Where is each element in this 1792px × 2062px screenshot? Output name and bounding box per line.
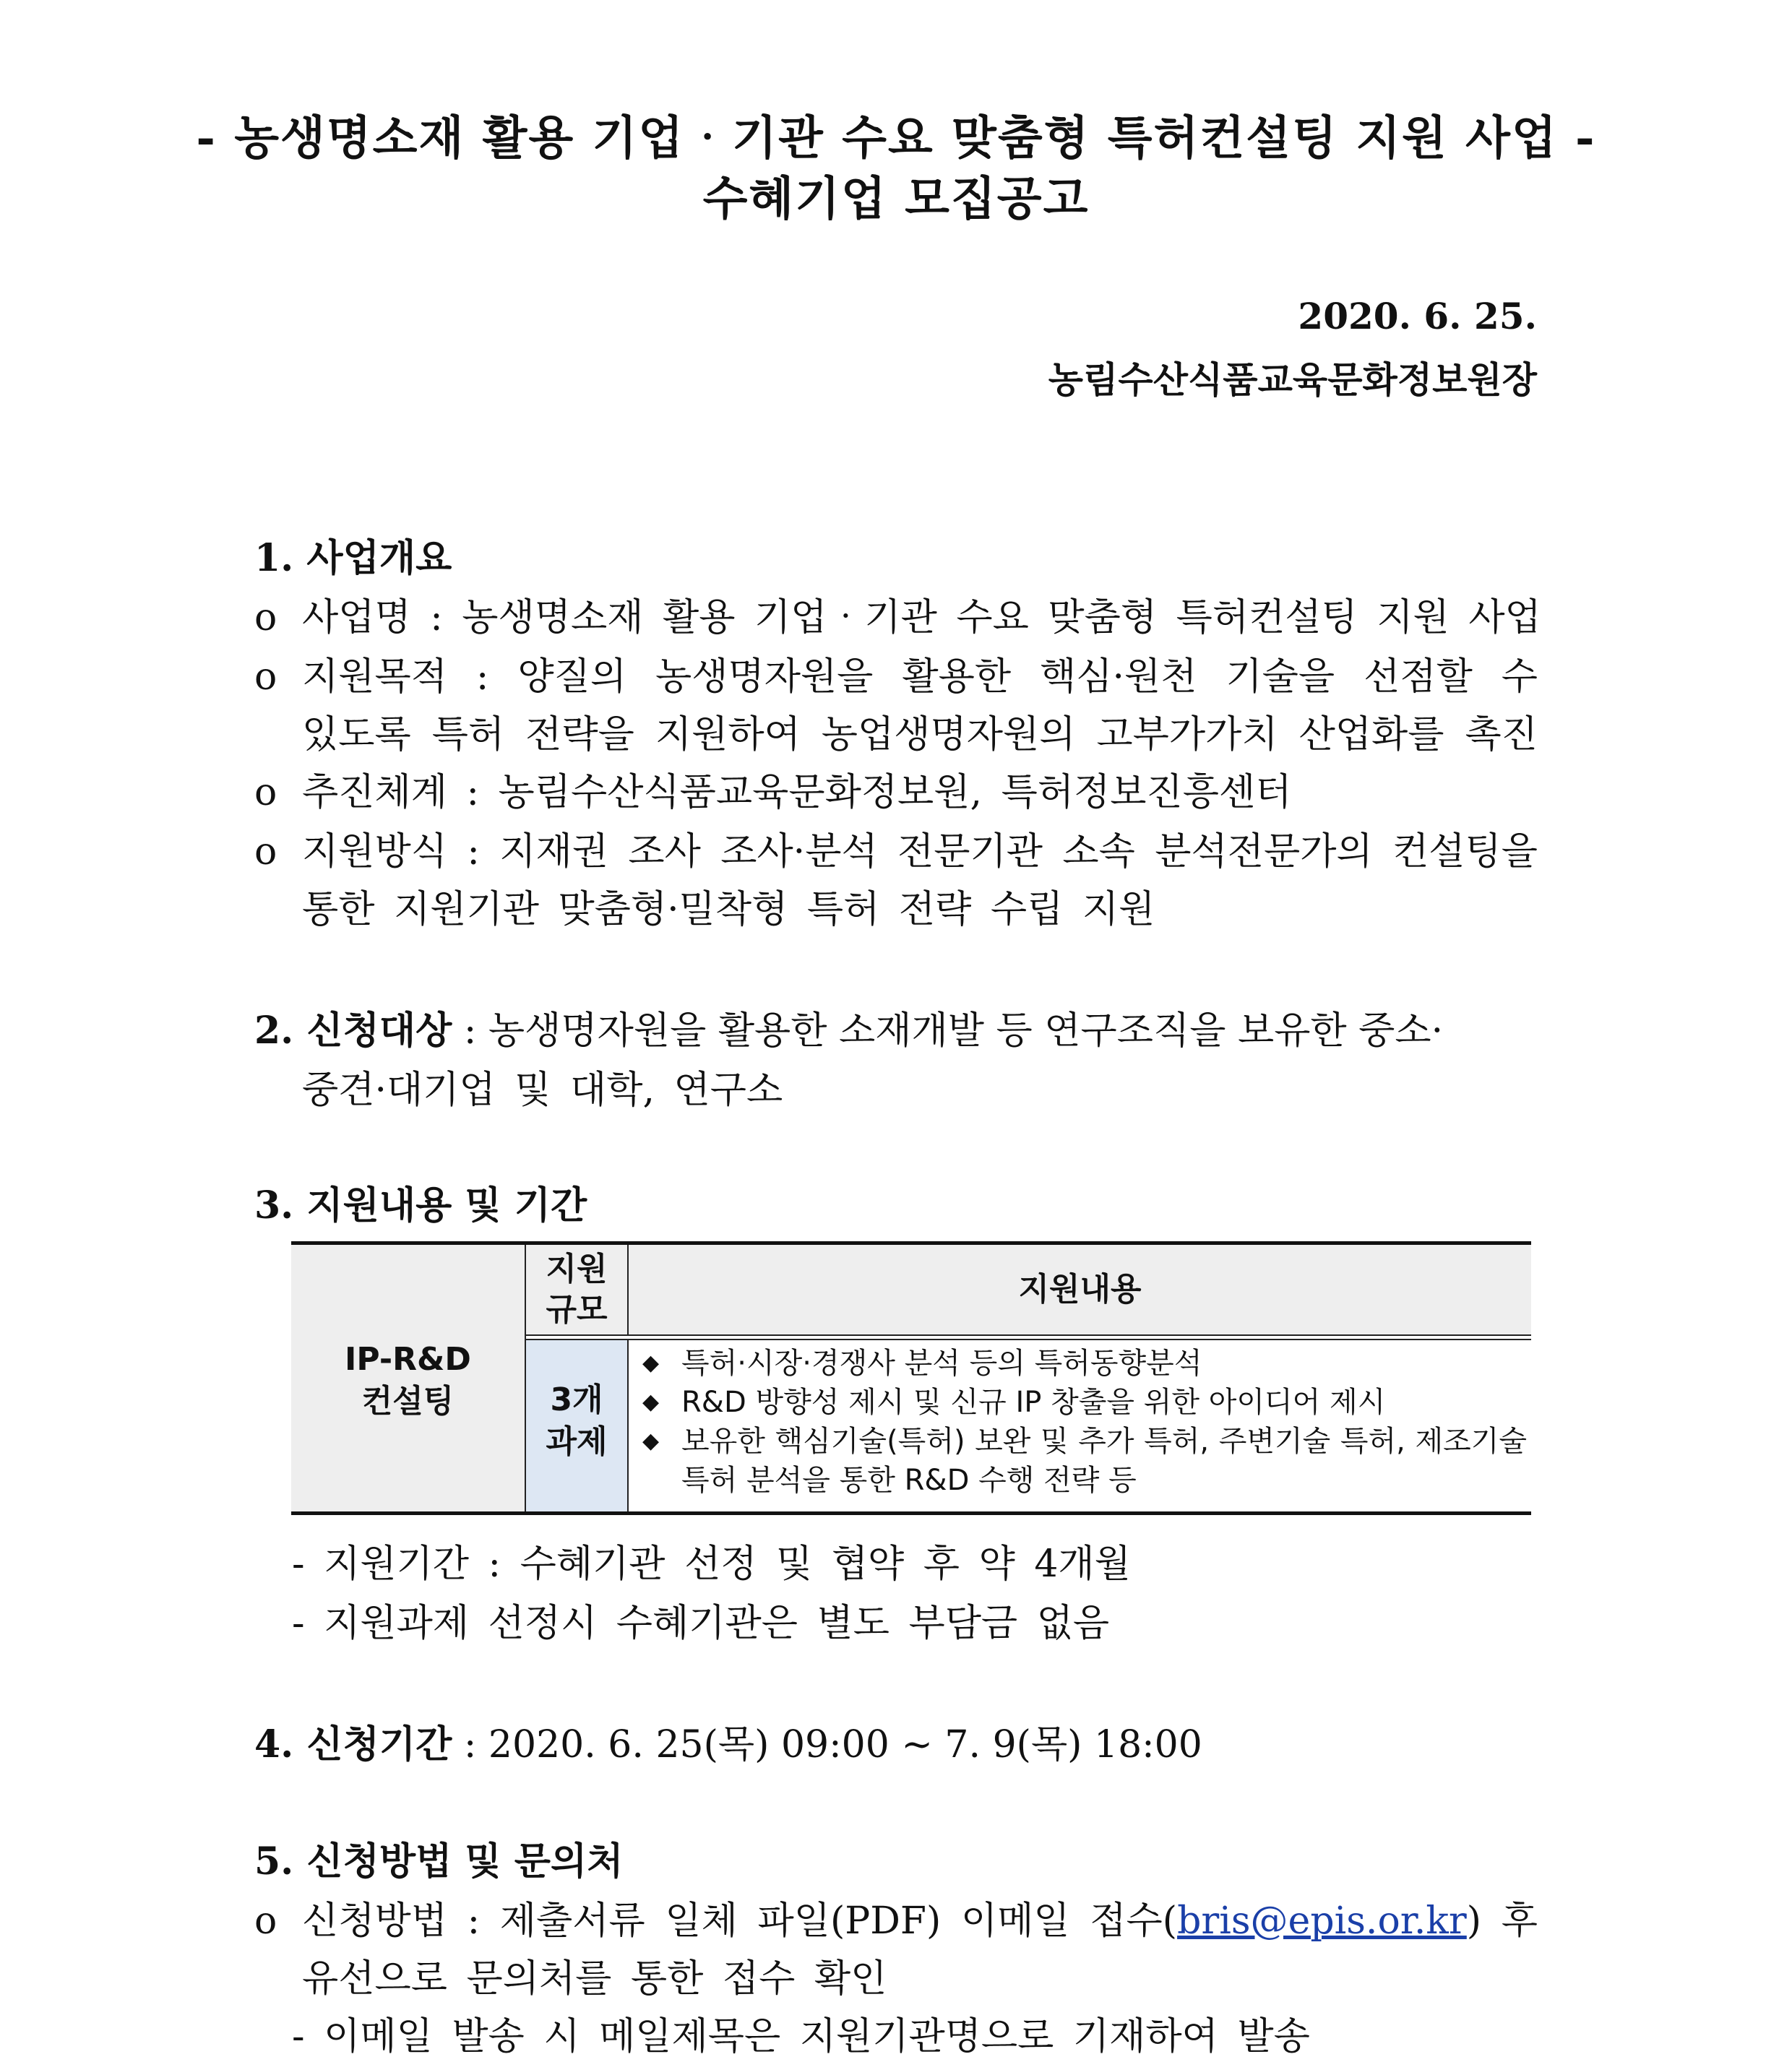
diamond-bullet-icon: ◆ xyxy=(642,1350,660,1376)
list-item-text: 보유한 핵심기술(특허) 보완 및 추가 특허, 주변기술 특허, 제조기술 특허 분석을 통한 R&D 수행 전략 등 xyxy=(681,1425,1527,1497)
s1-purpose-text: 지원목적 : 양질의 농생명자원을 활용한 핵심·원천 기술을 선점할 수 xyxy=(302,655,1538,699)
list-item xyxy=(638,1422,1527,1500)
s5-method-post: ) 후 xyxy=(1466,1899,1538,1943)
s5-line-method xyxy=(254,1890,1538,1944)
section-4-line xyxy=(254,1714,1202,1768)
table-scale-value xyxy=(526,1340,629,1511)
table-bottom-rule xyxy=(291,1511,1531,1515)
diamond-bullet-icon: ◆ xyxy=(642,1428,660,1454)
section-1-heading: 1. 사업개요 xyxy=(254,536,452,580)
issuer-name: 농림수산식품교육문화정보원장 xyxy=(1048,358,1537,401)
list-item xyxy=(638,1344,1527,1383)
table-scale-header xyxy=(526,1245,629,1334)
table-content-list xyxy=(638,1344,1527,1500)
bullet-marker: o xyxy=(254,830,277,873)
s5-note-email-subject: - 이메일 발송 시 메일제목은 지원기관명으로 기재하여 발송 xyxy=(292,2015,1310,2058)
s1-line-method xyxy=(254,821,1538,875)
category-label-1: IP-R&D xyxy=(345,1341,471,1378)
scale-header-label-1: 지원 xyxy=(546,1251,608,1287)
s1-system-text: 추진체계 : 농림수산식품교육문화정보원, 특허정보진흥센터 xyxy=(302,771,1292,814)
table-header-rule xyxy=(526,1334,1531,1340)
s1-purpose-continued: 있도록 특허 전략을 지원하여 농업생명자원의 고부가가치 산업화를 촉진 xyxy=(302,713,1538,756)
section-2-line xyxy=(254,1000,1443,1054)
table-content-header: 지원내용 xyxy=(629,1245,1531,1334)
s1-method-continued: 통한 지원기관 맞춤형·밀착형 특허 전략 수립 지원 xyxy=(302,888,1155,931)
bullet-marker: o xyxy=(254,1899,277,1943)
category-label-2: 컨설팅 xyxy=(361,1383,455,1420)
list-item xyxy=(638,1383,1527,1422)
scale-value-1: 3개 xyxy=(550,1381,603,1418)
section-2-heading: 2. 신청대상 xyxy=(254,1009,452,1053)
section-5-heading: 5. 신청방법 및 문의처 xyxy=(254,1839,624,1884)
s2-target-continued: 중견·대기업 및 대학, 연구소 xyxy=(302,1069,783,1112)
s1-business-name-text: 사업명 : 농생명소재 활용 기업‧기관 수요 맞춤형 특허컨설팅 지원 사업 xyxy=(302,596,1541,639)
s5-method-continued: 유선으로 문의처를 통한 접수 확인 xyxy=(302,1957,887,2001)
section-4-heading: 4. 신청기간 xyxy=(254,1722,452,1766)
s4-period-text: : 2020. 6. 25(목) 09:00 ~ 7. 9(목) 18:00 xyxy=(452,1723,1202,1766)
title-line-1: - 농생명소재 활용 기업‧기관 수요 맞춤형 특허컨설팅 지원 사업 - xyxy=(196,111,1596,165)
list-item-text: 특허·시장·경쟁사 분석 등의 특허동향분석 xyxy=(681,1347,1202,1380)
bullet-marker: o xyxy=(254,596,277,639)
s1-method-text: 지원방식 : 지재권 조사 조사·분석 전문기관 소속 분석전문가의 컨설팅을 xyxy=(302,830,1538,873)
s5-method-pre: 신청방법 : 제출서류 일체 파일(PDF) 이메일 접수( xyxy=(302,1899,1178,1943)
support-table xyxy=(291,1241,1531,1516)
title-line-2: 수혜기업 모집공고 xyxy=(702,172,1090,226)
contact-email-link[interactable]: bris@epis.or.kr xyxy=(1177,1899,1467,1943)
bullet-marker: o xyxy=(254,771,277,814)
bullet-marker: o xyxy=(254,655,277,699)
s1-line-system xyxy=(254,762,1291,816)
s2-target-text: : 농생명자원을 활용한 소재개발 등 연구조직을 보유한 중소· xyxy=(452,1009,1444,1053)
table-category-cell xyxy=(291,1245,526,1511)
s1-line-purpose xyxy=(254,646,1538,700)
s3-note-period: - 지원기간 : 수혜기관 선정 및 협약 후 약 4개월 xyxy=(292,1543,1131,1586)
diamond-bullet-icon: ◆ xyxy=(642,1389,660,1415)
scale-value-2: 과제 xyxy=(546,1423,608,1460)
announcement-date: 2020. 6. 25. xyxy=(1298,295,1537,337)
scale-header-label-2: 규모 xyxy=(546,1291,608,1328)
section-3-heading: 3. 지원내용 및 기간 xyxy=(254,1183,587,1228)
s3-note-cost: - 지원과제 선정시 수혜기관은 별도 부담금 없음 xyxy=(292,1602,1110,1645)
list-item-text: R&D 방향성 제시 및 신규 IP 창출을 위한 아이디어 제시 xyxy=(681,1386,1386,1419)
s1-line-business-name xyxy=(254,587,1541,641)
